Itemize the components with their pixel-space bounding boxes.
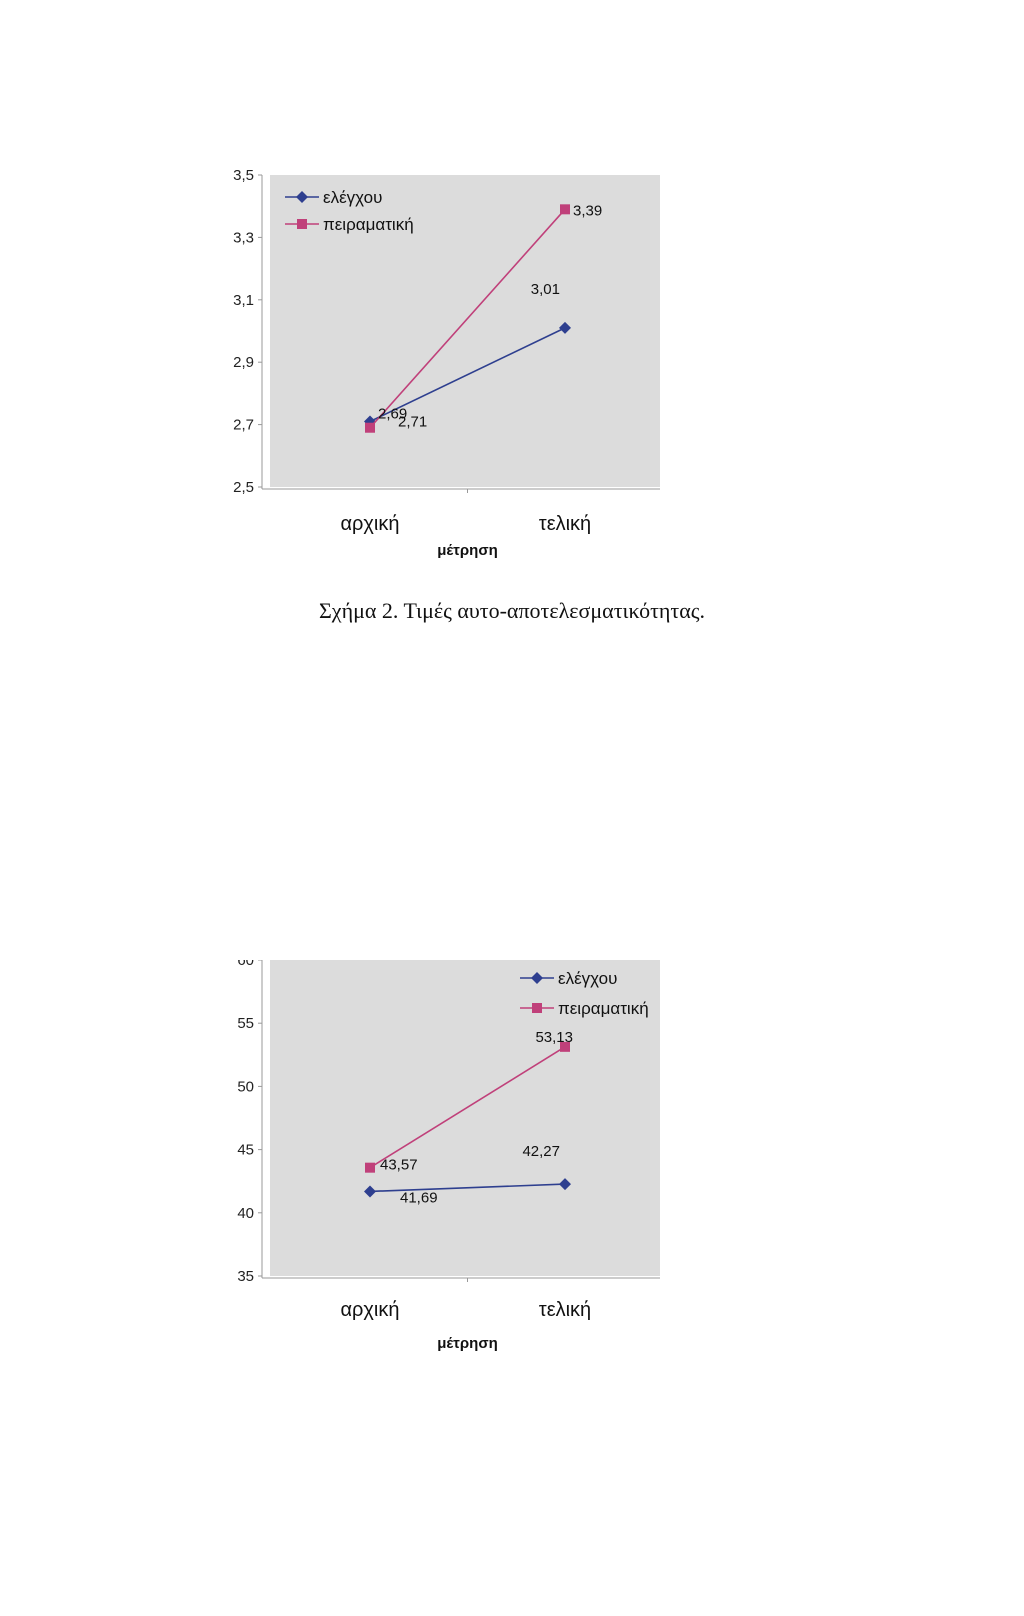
legend-label: ελέγχου (323, 188, 383, 207)
legend-marker-square (532, 1003, 542, 1013)
y-tick-label: 60 (237, 960, 254, 969)
chart-1-svg (0, 150, 1024, 590)
y-tick-label: 40 (237, 1204, 254, 1222)
chart-2-svg (0, 960, 1024, 1410)
data-label: 43,57 (380, 1156, 418, 1174)
y-tick-label: 2,5 (233, 479, 254, 496)
y-tick-label: 2,9 (233, 354, 254, 372)
y-tick-label: 50 (237, 1078, 254, 1096)
second-chart (0, 960, 1024, 1410)
x-axis-title: μέτρηση (437, 542, 498, 559)
data-label: 2,69 (378, 405, 408, 423)
series-marker-square (365, 1163, 375, 1173)
y-tick-label: 55 (237, 1015, 254, 1033)
y-tick-label: 3,5 (233, 167, 254, 184)
data-label: 2,71 (398, 413, 428, 431)
legend-label: ελέγχου (558, 969, 618, 988)
series-marker-square (560, 204, 570, 214)
x-category-label: αρχική (340, 513, 400, 535)
x-category-label: τελική (538, 513, 592, 535)
x-axis-title: μέτρηση (437, 1335, 498, 1352)
y-tick-label: 45 (237, 1141, 254, 1159)
self-efficacy-chart (0, 150, 1024, 590)
series-marker-square (365, 423, 375, 433)
data-label: 42,27 (522, 1143, 560, 1161)
data-label: 41,69 (400, 1189, 438, 1207)
legend-label: πειραματική (558, 999, 649, 1018)
legend-marker-square (297, 219, 307, 229)
y-tick-label: 3,3 (233, 229, 254, 247)
data-label: 53,13 (535, 1028, 573, 1046)
figure-caption: Σχήμα 2. Τιμές αυτο-αποτελεσματικότητας. (319, 598, 705, 623)
data-label: 3,01 (530, 280, 560, 298)
x-category-label: αρχική (340, 1299, 400, 1321)
legend-label: πειραματική (323, 215, 414, 234)
y-tick-label: 2,7 (233, 416, 254, 434)
data-label: 3,39 (573, 202, 603, 220)
y-tick-label: 35 (237, 1268, 254, 1285)
y-tick-label: 3,1 (233, 291, 254, 309)
x-category-label: τελική (538, 1299, 592, 1321)
